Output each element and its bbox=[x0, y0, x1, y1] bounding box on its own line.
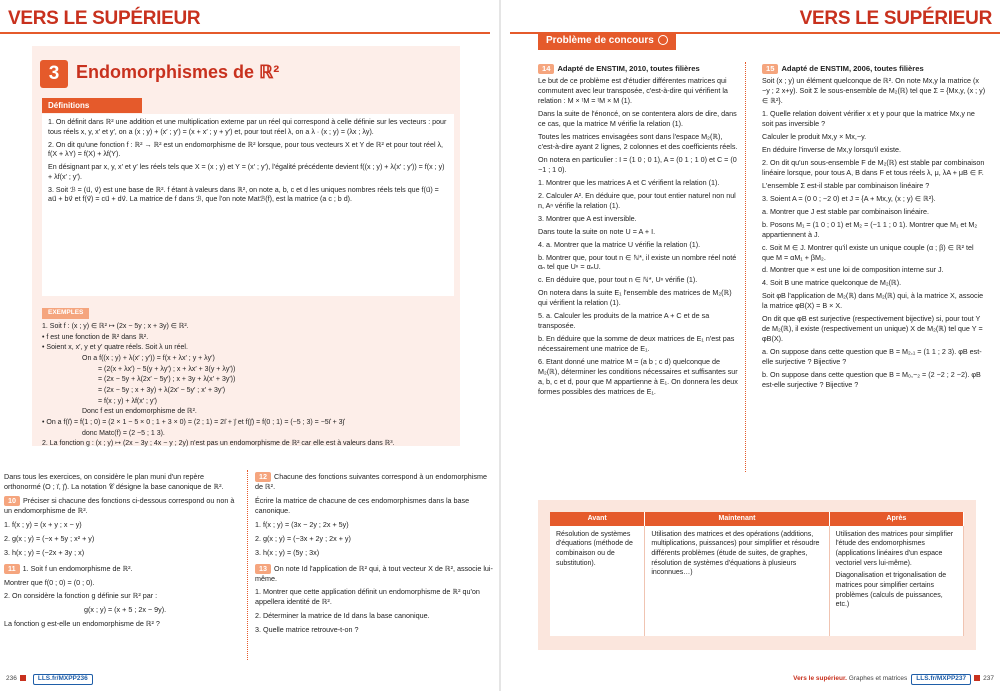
page-number: 237 bbox=[983, 675, 994, 683]
problem-para: b. On suppose dans cette question que B = M₀,−₂ = (2 −2 ; 2 −2). φB est-elle surjective ? Bijective ? bbox=[762, 369, 981, 389]
problem-para: c. Soit M ∈ J. Montrer qu'il existe un unique couple (α ; β) ∈ ℝ² tel que M = αM₁ + βM₂. bbox=[762, 242, 974, 262]
definitions-tag: Définitions bbox=[42, 98, 142, 113]
exercise-number: 10 bbox=[4, 496, 20, 506]
footer-link[interactable]: LLS.fr/MXPP237 bbox=[911, 674, 971, 685]
chapter-title: Endomorphismes de ℝ² bbox=[76, 62, 280, 82]
example-line: = (2(x + λx′) − 5(y + λy′) ; x + λx′ + 3(y + λy′)) bbox=[98, 365, 236, 373]
exercise-item: 3. Quelle matrice retrouve-t-on ? bbox=[255, 625, 359, 635]
table-row bbox=[550, 526, 964, 636]
exercise-number: 12 bbox=[255, 472, 271, 482]
exercise-item: 3. h(x ; y) = (5y ; 3x) bbox=[255, 547, 320, 557]
progression-table-box bbox=[538, 500, 976, 650]
problem-para: Calculer le produit Mx,y × Mx,−y. bbox=[762, 132, 867, 142]
problem-para: 4. Soit B une matrice quelconque de M₂(ℝ). bbox=[762, 278, 902, 288]
example-line: 2. La fonction g : (x ; y) ↦ (2x − 3y ; 4x − y ; 2y) n'est pas un endomorphisme de ℝ² car elle est à valeurs dans ℝ³. bbox=[42, 440, 395, 448]
cell-text: Utilisation des matrices pour simplifier l'étude des endomorphismes (applications linéaires d'un espace vectoriel vers lui-même). bbox=[835, 530, 954, 567]
problem-number: 14 bbox=[538, 64, 554, 74]
examples-tag: EXEMPLES bbox=[42, 308, 89, 319]
footer-left bbox=[6, 674, 93, 685]
exercise-item: 3. h(x ; y) = (−2x + 3y ; x) bbox=[4, 547, 85, 557]
exercise-number: 11 bbox=[4, 564, 20, 574]
examples-block bbox=[42, 322, 454, 450]
square-icon bbox=[974, 675, 980, 681]
chapter-box bbox=[32, 46, 460, 446]
problem-14 bbox=[538, 64, 738, 400]
problem-para: a. Montrer que J est stable par combinaison linéaire. bbox=[762, 206, 929, 216]
exercise-item: 2. g(x ; y) = (−x + 5y ; x² + y) bbox=[4, 533, 95, 543]
definition-2: 2. On dit qu'une fonction f : ℝ² → ℝ² est un endomorphisme de ℝ² lorsque, pour tous vecteurs X et Y de ℝ² et pour tout réel λ, f(X + λY) = f(X) + λf(Y). bbox=[48, 140, 444, 159]
problem-para: b. Montrer que, pour tout n ∈ ℕ*, il existe un nombre réel noté αₙ tel que Uⁿ = αₙU. bbox=[538, 252, 737, 272]
problem-para: Dans la suite de l'énoncé, on se contentera alors de dire, dans ce cas, que la matrice M vérifie la relation (1). bbox=[538, 109, 737, 129]
definition-3: 3. Soit ℬ = (u⃗, v⃗) est une base de ℝ². f étant à valeurs dans ℝ², on note a, b, c et d les uniques nombres réels tels que f(u⃗) = au⃗ + bv⃗ et f(v⃗) = cu⃗ + dv⃗. La matrice de f dans ℬ, que l'on note Matℬ(f), est la matrice (a c ; b d). bbox=[48, 185, 439, 204]
problem-para: Toutes les matrices envisagées sont dans l'espace M₂(ℝ), c'est-à-dire ayant 2 lignes, 2 colonnes et des coefficients réels. bbox=[538, 132, 738, 152]
page-number: 236 bbox=[6, 675, 17, 683]
problem-para: On notera en particulier : I = (1 0 ; 0 1), A = (0 1 ; 1 0) et C = (0 −1 ; 1 0). bbox=[538, 155, 737, 174]
table-cell bbox=[829, 526, 963, 636]
problem-15 bbox=[762, 64, 987, 393]
problem-title: Adapté de ENSTIM, 2006, toutes filières bbox=[781, 64, 924, 73]
example-line: 1. Soit f : (x ; y) ∈ ℝ² ↦ (2x − 5y ; x + 3y) ∈ ℝ². bbox=[42, 323, 189, 330]
example-line: • f est une fonction de ℝ² dans ℝ². bbox=[42, 333, 149, 341]
problem-para: En déduire l'inverse de Mx,y lorsqu'il existe. bbox=[762, 145, 901, 155]
exercise-item: 2. g(x ; y) = (−3x + 2y ; 2x + y) bbox=[255, 533, 351, 543]
exercise-item: La fonction g est-elle un endomorphisme de ℝ² ? bbox=[4, 619, 160, 629]
problem-para: On notera dans la suite E₁ l'ensemble des matrices de M₂(ℝ) qui vérifient la relation (1). bbox=[538, 288, 732, 308]
progression-table bbox=[550, 512, 964, 636]
problem-para: b. En déduire que la somme de deux matrices de E₁ n'est pas nécessairement une matrice de E₁. bbox=[538, 334, 735, 354]
section-header bbox=[538, 32, 676, 50]
band-line-left bbox=[0, 32, 490, 34]
exercise-sub: Écrire la matrice de chacune de ces endomorphismes dans la base canonique. bbox=[255, 495, 470, 515]
chapter-number: 3 bbox=[40, 60, 68, 88]
problem-para: 4. a. Montrer que la matrice U vérifie la relation (1). bbox=[538, 239, 701, 249]
exercise-item: Montrer que f(0 ; 0) = (0 ; 0). bbox=[4, 577, 95, 587]
example-line: • Soient x, x′, y et y′ quatre réels. Soit λ un réel. bbox=[42, 344, 188, 352]
example-line: • On a f(i⃗) = f(1 ; 0) = (2 × 1 − 5 × 0 ; 1 + 3 × 0) = (2 ; 1) = 2i⃗ + j⃗ et f(j⃗) = f(0 ; 1) = (−5 ; 3) = −5i⃗ + 3j⃗ bbox=[42, 418, 345, 426]
footer-chapter: Graphes et matrices bbox=[848, 675, 908, 683]
problem-para: 5. a. Calculer les produits de la matrice A + C et de sa transposée. bbox=[538, 311, 710, 331]
problem-para: Le but de ce problème est d'étudier différentes matrices qui commutent avec leur transposée, c'est-à-dire qui vérifient la relation : M × ᵗM = ᵗM × M (1). bbox=[538, 76, 728, 106]
footer-link[interactable]: LLS.fr/MXPP236 bbox=[33, 674, 93, 685]
example-line: = f(x ; y) + λf(x′ ; y′) bbox=[98, 397, 158, 405]
problem-para: Soit (x ; y) un élément quelconque de ℝ². On note Mx,y la matrice (x −y ; 2 x+y). Soit Σ le sous-ensemble de M₂(ℝ) tel que Σ = {Mx,y, (x ; y) ∈ ℝ²}. bbox=[762, 76, 986, 106]
problem-para: Dans toute la suite on note U = A + I. bbox=[538, 226, 656, 236]
definition-1: 1. On définit dans ℝ² une addition et une multiplication externe par un réel qui correspond à celle définie sur les vecteurs : pour tous réels x, y, x′ et y′, on a (x ; y) + (x′ ; y′) = (x + x′ ; y + y′) et, pour tout réel λ, on a λ · (x ; y) = (λx ; λy). bbox=[48, 118, 447, 136]
footer-right bbox=[793, 674, 994, 685]
problem-para: Soit φB l'application de M₂(ℝ) dans M₂(ℝ) qui, à la matrice X, associe la matrice φB(X) = B × X. bbox=[762, 291, 984, 311]
problem-para: b. Posons M₁ = (1 0 ; 0 1) et M₂ = (−1 1 ; 0 1). Montrer que M₁ et M₂ appartiennent à J. bbox=[762, 219, 978, 239]
problem-para: 3. Soient A = (0 0 ; −2 0) et J = {A + Mx,y, (x ; y) ∈ ℝ²}. bbox=[762, 193, 936, 203]
exercise-item: g(x ; y) = (x + 5 ; 2x − 9y). bbox=[84, 605, 167, 615]
example-line: = (2x − 5y ; x + 3y) + λ(2x′ − 5y′ ; x′ + 3y′) bbox=[98, 386, 226, 394]
problem-para: 2. Calculer A². En déduire que, pour tout entier naturel non nul n, Aⁿ vérifie la relation (1). bbox=[538, 190, 736, 210]
table-cell bbox=[550, 526, 645, 636]
problem-para: d. Montrer que × est une loi de composition interne sur J. bbox=[762, 265, 944, 275]
table-cell bbox=[645, 526, 829, 636]
exercise-item: 2. On considère la fonction g définie sur ℝ² par : bbox=[4, 591, 158, 601]
square-icon bbox=[20, 675, 26, 681]
exercises-col-2 bbox=[255, 472, 493, 639]
exercise-text: On note Id l'application de ℝ² qui, à tout vecteur X de ℝ², associe lui-même. bbox=[255, 563, 493, 583]
band-title-right: VERS LE SUPÉRIEUR bbox=[799, 8, 992, 29]
example-line: On a f((x ; y) + λ(x′ ; y′)) = f(x + λx′ ; y + λy′) bbox=[82, 354, 215, 362]
footer-label: Vers le supérieur. bbox=[793, 675, 847, 683]
definitions-block bbox=[42, 114, 454, 296]
problem-para: 1. Quelle relation doivent vérifier x et y pour que la matrice Mx,y ne soit pas inversible ? bbox=[762, 109, 975, 129]
section-title: Problème de concours bbox=[546, 35, 654, 46]
problem-number: 15 bbox=[762, 64, 778, 74]
exercise-item: 1. f(x ; y) = (x + y ; x − y) bbox=[4, 519, 82, 529]
right-page bbox=[500, 0, 1000, 691]
problem-para: 1. Montrer que les matrices A et C vérifient la relation (1). bbox=[538, 177, 720, 187]
problem-para: 2. On dit qu'un sous-ensemble F de M₂(ℝ) est stable par combinaison linéaire lorsque, pour tous A, B dans F et tous réels λ, μ, λA + μB ∈ F. bbox=[762, 158, 985, 177]
example-line: donc Matc(f) = (2 −5 ; 1 3). bbox=[82, 429, 165, 437]
exercise-text: 1. Soit f un endomorphisme de ℝ². bbox=[22, 563, 133, 573]
exercise-item: 1. f(x ; y) = (3x − 2y ; 2x + 5y) bbox=[255, 519, 349, 529]
example-line: = (2x − 5y + λ(2x′ − 5y′) ; x + 3y + λ(x′ + 3y′)) bbox=[98, 376, 236, 384]
example-line: Donc f est un endomorphisme de ℝ². bbox=[82, 408, 197, 416]
column-separator bbox=[745, 62, 746, 472]
table-header: Après bbox=[829, 512, 963, 526]
problem-para: 3. Montrer que A est inversible. bbox=[538, 213, 637, 223]
cell-text: Diagonalisation et trigonalisation de matrices pour simplifier certains problèmes (calculs de puissances, etc.) bbox=[835, 572, 947, 609]
problem-para: On dit que φB est surjective (respectivement bijective) si, pour tout Y de M₂(ℝ), il existe (respectivement un unique) X de M₂(ℝ) tel que Y = φB(X). bbox=[762, 314, 983, 344]
problem-title: Adapté de ENSTIM, 2010, toutes filières bbox=[557, 64, 700, 73]
exercise-number: 13 bbox=[255, 564, 271, 574]
table-header: Maintenant bbox=[645, 512, 829, 526]
intro-text: Dans tous les exercices, on considère le plan muni d'un repère orthonormé (O ; i⃗, j⃗). La notation 𝒞 désigne la base canonique de ℝ². bbox=[4, 472, 224, 491]
exercise-item: 1. Montrer que cette application définit un endomorphisme de ℝ² qu'on appellera identité de ℝ². bbox=[255, 587, 480, 607]
definition-2b: En désignant par x, y, x′ et y′ les réels tels que X = (x ; y) et Y = (x′ ; y′), l'égalité précédente devient f((x ; y) + λ(x′ ; y′)) = f(x ; y) + λf(x′ ; y′). bbox=[48, 163, 445, 181]
column-separator bbox=[247, 470, 248, 660]
laurel-icon bbox=[658, 35, 668, 45]
exercise-text: Chacune des fonctions suivantes correspond à un endomorphisme de ℝ². bbox=[255, 472, 487, 491]
problem-para: a. On suppose dans cette question que B = M₂,₁ = (1 1 ; 2 3). φB est-elle surjective ? Bijective ? bbox=[762, 347, 982, 366]
problem-para: c. En déduire que, pour tout n ∈ ℕ*, Uⁿ vérifie (1). bbox=[538, 275, 698, 285]
cell-text: Utilisation des matrices et des opérations (additions, multiplications, puissances) pour simplifier et résoudre différents problèmes (étude de suites, de graphes, résolution de systèmes d'équations à plusieurs inconnues…) bbox=[651, 530, 820, 577]
exercise-text: Préciser si chacune des fonctions ci-dessous correspond ou non à un endomorphisme de ℝ². bbox=[4, 495, 235, 515]
problem-para: 6. Etant donné une matrice M = (a b ; c d) quelconque de M₂(ℝ), déterminer les conditions nécessaires et suffisantes sur a, b, c et d, pour que M appartienne à E₁. On donnera les deux formes possibles des matrices de E₁. bbox=[538, 356, 738, 396]
exercise-item: 2. Déterminer la matrice de Id dans la base canonique. bbox=[255, 611, 430, 621]
cell-text: Résolution de systèmes d'équations (méthode de combinaison ou de substitution). bbox=[556, 530, 633, 567]
exercises-col-1 bbox=[4, 472, 240, 633]
table-header: Avant bbox=[550, 512, 645, 526]
band-title-left: VERS LE SUPÉRIEUR bbox=[8, 8, 201, 29]
problem-para: L'ensemble Σ est-il stable par combinaison linéaire ? bbox=[762, 180, 930, 190]
